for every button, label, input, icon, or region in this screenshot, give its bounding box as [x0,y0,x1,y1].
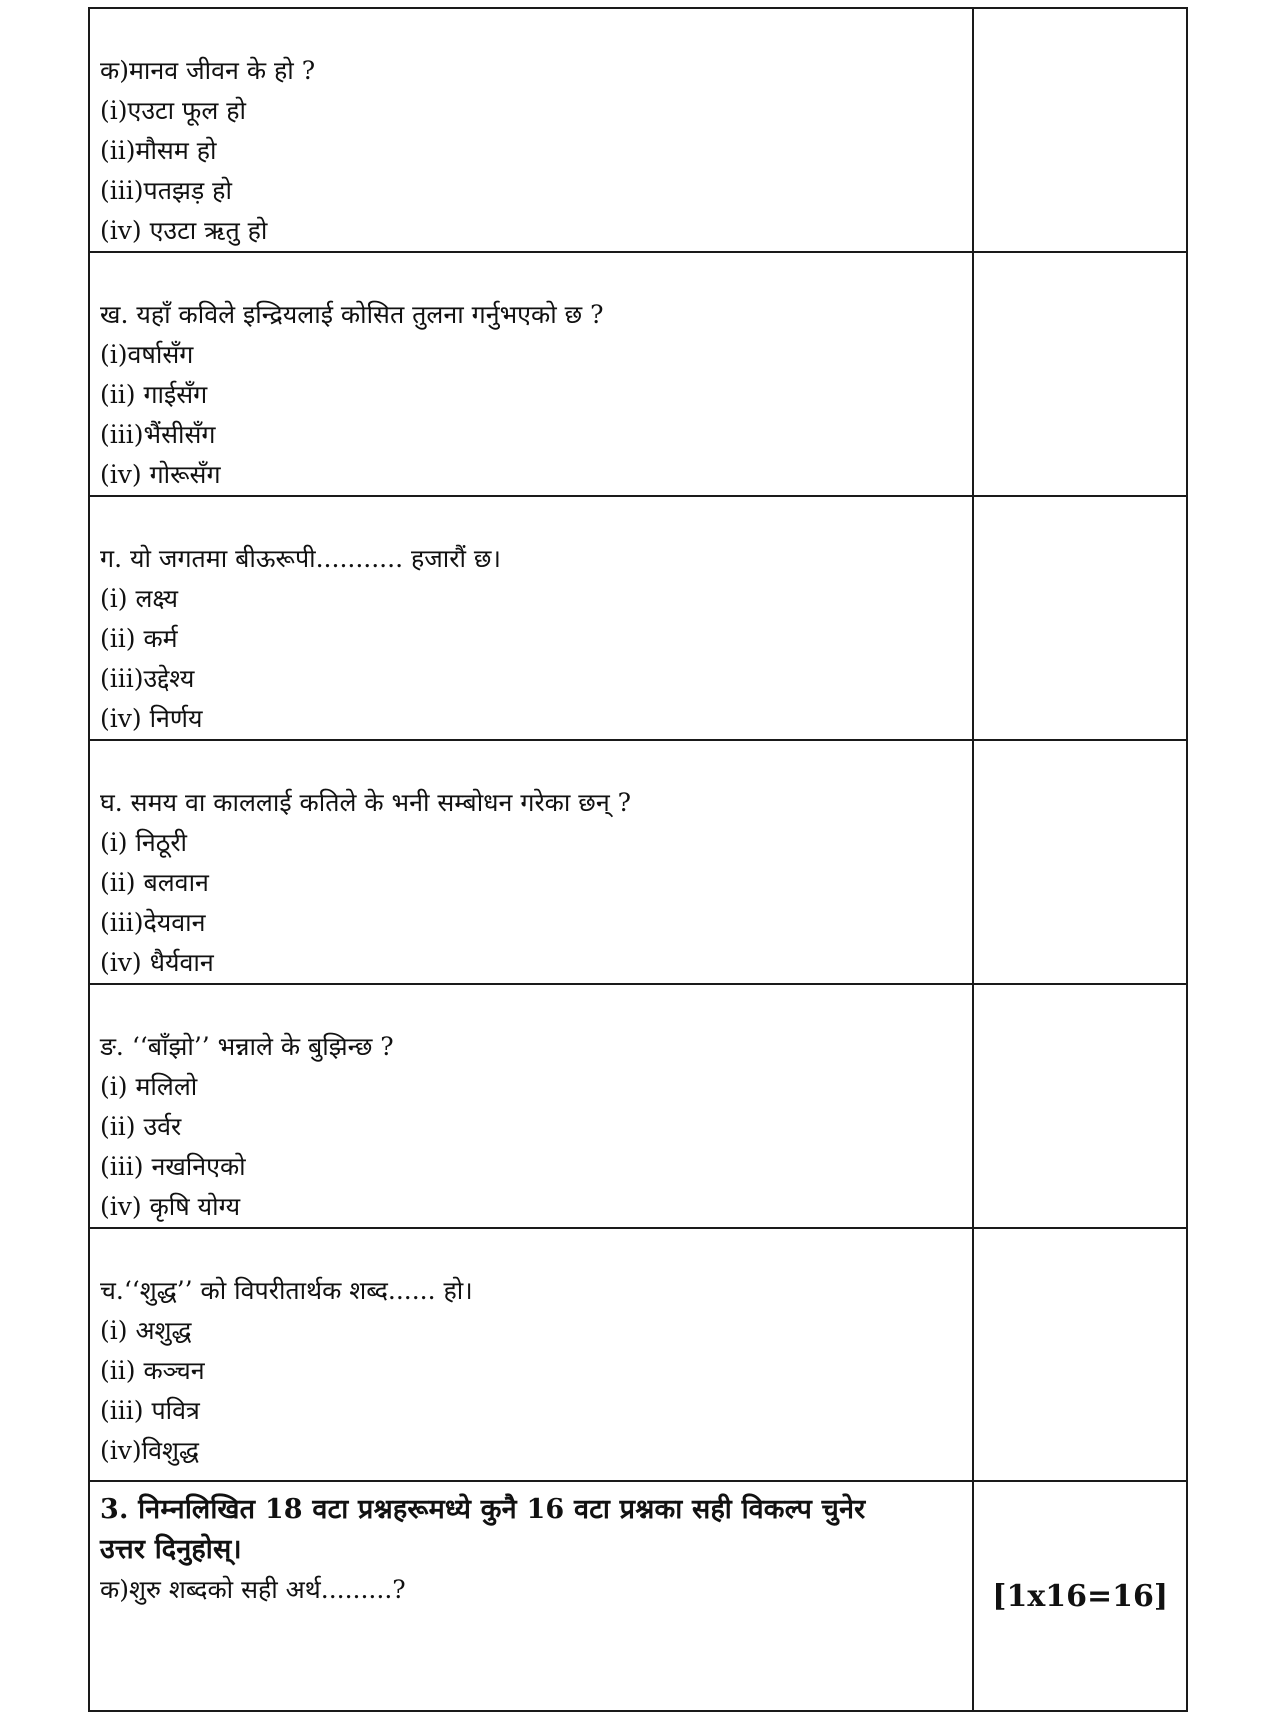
section-3-first-question: क)शुरु शब्दको सही अर्थ.........? [100,1575,406,1604]
option: (iv) धैर्यवान [100,948,214,977]
question-row [89,1228,1187,1481]
option: (ii) उर्वर [100,1112,182,1141]
question-stem: ङ. ‘‘बाँझो’’ भन्नाले के बुझिन्छ ? [100,1032,394,1061]
question-row [89,984,1187,1228]
question-stem: घ. समय वा काललाई कतिले के भनी सम्बोधन गरेका छन् ? [100,788,632,817]
question-cell [89,984,973,1228]
option: (i) निठूरी [100,828,188,857]
question-cell [89,252,973,496]
option: (i)एउटा फूल हो [100,96,246,125]
question-row [89,496,1187,740]
question-cell [89,8,973,252]
option: (iii)उद्देश्य [100,664,195,693]
marks-cell [973,252,1187,496]
question-row [89,740,1187,984]
question-cell [89,740,973,984]
question-stem: ख. यहाँ कविले इन्द्रियलाई कोसित तुलना गर्नुभएको छ ? [100,300,604,329]
section-3-cell [89,1481,973,1711]
question-cell [89,496,973,740]
option: (ii)मौसम हो [100,136,217,165]
option: (ii) गाईसँग [100,380,208,409]
option: (iv) एउटा ऋतु हो [100,216,268,245]
marks-cell [973,496,1187,740]
section-3-heading-cont: उत्तर दिनुहोस्। [100,1534,242,1565]
option: (ii) कर्म [100,624,178,653]
option: (i) लक्ष्य [100,584,179,613]
question-stem: च.‘‘शुद्ध’’ को विपरीतार्थक शब्द...... हो। [100,1276,473,1305]
question-row [89,8,1187,252]
marks-cell [973,8,1187,252]
question-cell [89,1228,973,1481]
section-3-marks: [1x16=16] [973,1481,1187,1711]
section-3-row [89,1481,1187,1711]
option: (iii) नखनिएको [100,1152,246,1181]
option: (iii)भैंसीसँग [100,420,216,449]
option: (ii) कञ्चन [100,1356,205,1385]
option: (iv) गोरूसँग [100,460,221,489]
option: (i)वर्षासँग [100,340,194,369]
question-table [88,7,1188,1712]
option: (i) मलिलो [100,1072,198,1101]
option: (iii)पतझड़ हो [100,176,232,205]
option: (iii)देयवान [100,908,206,937]
question-stem: ग. यो जगतमा बीऊरूपी........... हजारौं छ। [100,544,501,573]
marks-cell [973,1228,1187,1481]
option: (iv) कृषि योग्य [100,1192,241,1221]
question-row [89,252,1187,496]
marks-cell [973,984,1187,1228]
question-stem: क)मानव जीवन के हो ? [100,56,316,85]
section-3-heading: 3. निम्नलिखित 18 वटा प्रश्नहरूमध्ये कुनै 16 वटा प्रश्नका सही विकल्प चुनेर [100,1494,866,1525]
option: (iv)विशुद्ध [100,1436,199,1465]
option: (iii) पवित्र [100,1396,200,1425]
option: (iv) निर्णय [100,704,203,733]
marks-cell [973,740,1187,984]
option: (i) अशुद्ध [100,1316,192,1345]
option: (ii) बलवान [100,868,209,897]
